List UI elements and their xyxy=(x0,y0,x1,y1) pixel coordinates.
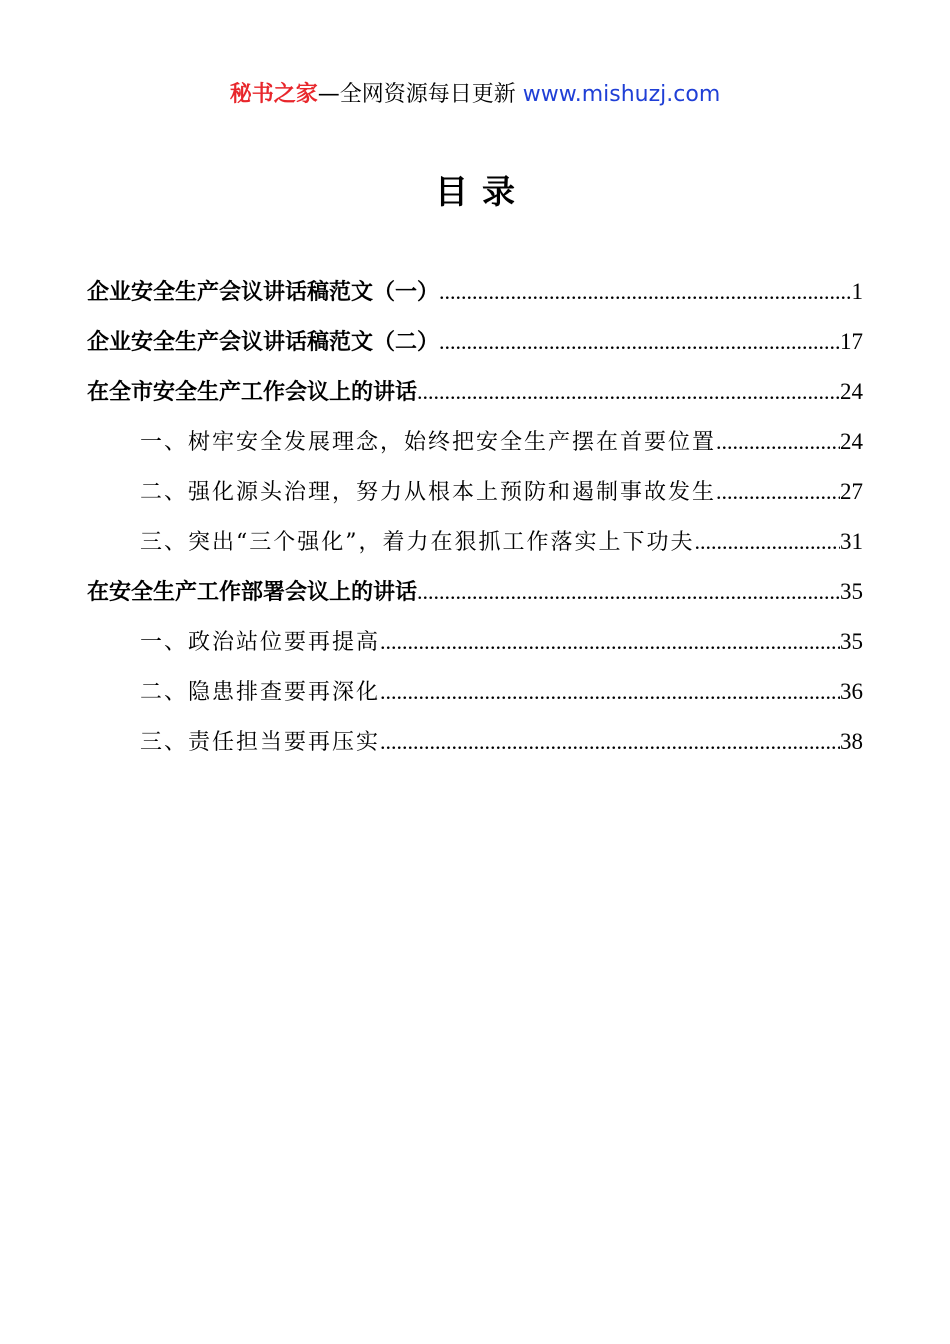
toc-entry-page: 24 xyxy=(840,379,863,404)
toc-entry-page: 36 xyxy=(840,679,863,704)
toc-entry-label: 二、强化源头治理，努力从根本上预防和遏制事故发生 xyxy=(140,480,717,505)
toc-entry-label: 企业安全生产会议讲话稿范文（一） xyxy=(87,279,440,305)
toc-entry[interactable] xyxy=(87,572,863,612)
website-link[interactable]: www.mishuzj.com xyxy=(522,82,721,107)
toc-entry-page: 31 xyxy=(840,529,863,554)
toc-dot-leader xyxy=(716,472,840,512)
toc-entry-label: 三、责任担当要再压实 xyxy=(140,730,381,755)
toc-entry[interactable] xyxy=(87,272,863,312)
toc-subentry[interactable] xyxy=(140,672,863,712)
toc-entry-label: 在全市安全生产工作会议上的讲话 xyxy=(87,379,418,405)
toc-entry-label: 在安全生产工作部署会议上的讲话 xyxy=(87,579,418,605)
toc-entry-page: 27 xyxy=(840,479,863,504)
toc-entry-page: 35 xyxy=(840,579,863,604)
header-tagline: —全网资源每日更新 xyxy=(317,82,523,107)
toc-entry[interactable] xyxy=(87,372,863,412)
toc-dot-leader xyxy=(380,622,840,662)
page-title: 目录 xyxy=(435,172,529,211)
toc-dot-leader xyxy=(417,372,840,412)
toc-entry-label: 一、政治站位要再提高 xyxy=(140,630,381,655)
toc-entry-label: 企业安全生产会议讲话稿范文（二） xyxy=(87,329,440,355)
brand-name: 秘书之家 xyxy=(229,82,318,107)
toc-entry[interactable] xyxy=(87,322,863,362)
toc-subentry[interactable] xyxy=(140,722,863,762)
toc-entry-label: 二、隐患排查要再深化 xyxy=(140,680,381,705)
toc-entry-page: 35 xyxy=(840,629,863,654)
toc-entry-label: 三、突出“三个强化”，着力在狠抓工作落实上下功夫 xyxy=(140,530,695,555)
toc-entry-label: 一、树牢安全发展理念，始终把安全生产摆在首要位置 xyxy=(140,430,717,455)
toc-dot-leader xyxy=(716,422,840,462)
toc-entry-page: 24 xyxy=(840,429,863,454)
toc-subentry[interactable] xyxy=(140,622,863,662)
toc-subentry[interactable] xyxy=(140,422,863,462)
toc-entry-page: 1 xyxy=(851,279,863,304)
page-header xyxy=(0,80,950,110)
toc-dot-leader xyxy=(695,522,841,562)
toc-subentry[interactable] xyxy=(140,522,863,562)
toc-dot-leader xyxy=(380,722,840,762)
toc-entry-page: 17 xyxy=(840,329,863,354)
toc-dot-leader xyxy=(380,672,840,712)
toc-dot-leader xyxy=(439,322,840,362)
toc-dot-leader xyxy=(417,572,840,612)
toc-entry-page: 38 xyxy=(840,729,863,754)
toc-subentry[interactable] xyxy=(140,472,863,512)
toc-dot-leader xyxy=(439,272,851,312)
